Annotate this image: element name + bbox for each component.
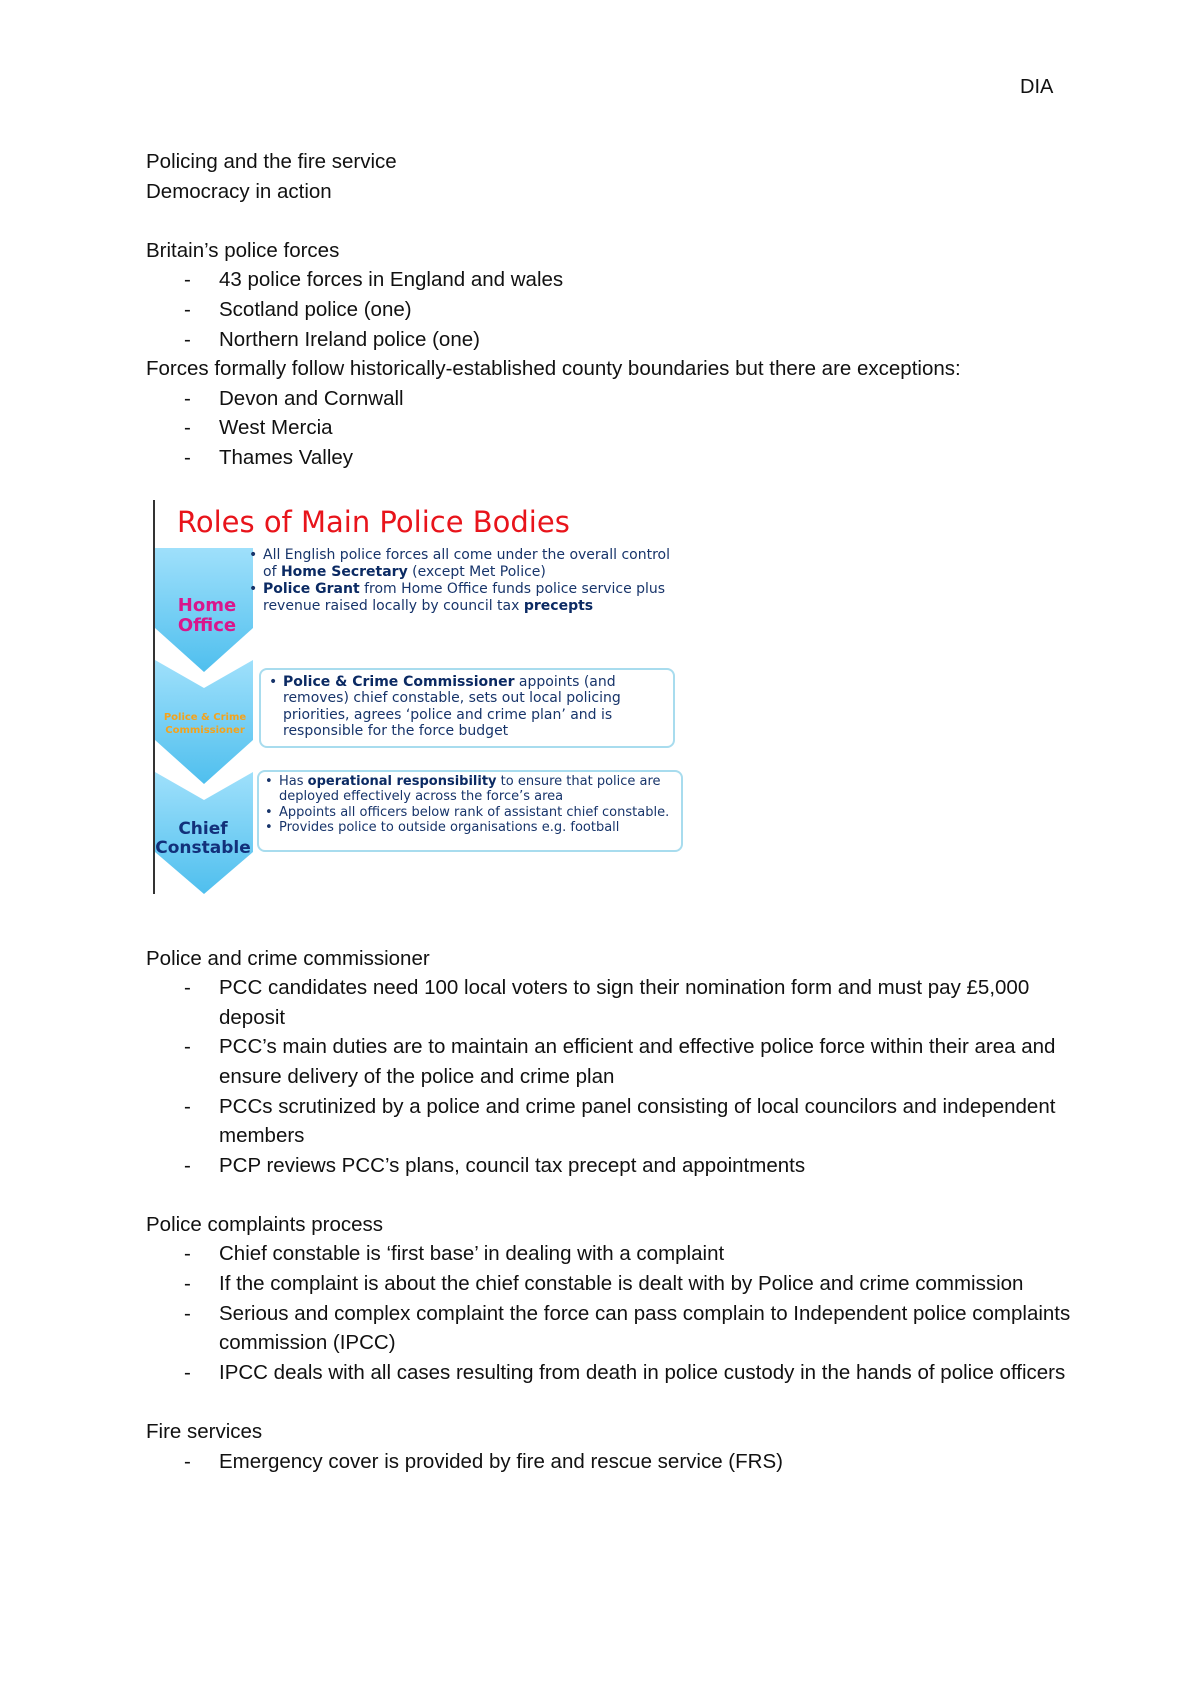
boundaries-text: Forces formally follow historically-established county boundaries but there are exceptions: [146, 357, 961, 381]
fire-list [146, 1447, 1076, 1477]
pcc-box [259, 668, 675, 748]
list-item: - PCC’s main duties are to maintain an efficient and effective police force within their area and ensure delivery of the police and crime plan [146, 1032, 1076, 1091]
list-item: - Devon and Cornwall [146, 384, 1076, 414]
document-body [146, 147, 1076, 1476]
list-item: - Northern Ireland police (one) [146, 325, 1076, 355]
list-item: - If the complaint is about the chief constable is dealt with by Police and crime commission [146, 1269, 1076, 1299]
pcc-bullet-1: • Police & Crime Commissioner appoints (and removes) chief constable, sets out local policing priorities, agrees ‘police and crime plan’ and is responsible for the force budget [267, 674, 673, 740]
list-item: - West Mercia [146, 413, 1076, 443]
police-forces-list [146, 265, 1076, 354]
home-office-label: Home Office [177, 594, 237, 636]
section-heading-police-forces: Britain’s police forces [146, 238, 340, 262]
list-item: - IPCC deals with all cases resulting from death in police custody in the hands of police officers [146, 1358, 1076, 1388]
list-item: - Serious and complex complaint the force can pass complain to Independent police complaints commission (IPCC) [146, 1299, 1076, 1358]
page-header-initials: DIA [1020, 76, 1054, 98]
chief-bullet-2: • Appoints all officers below rank of assistant chief constable. [263, 805, 681, 821]
list-item: - Scotland police (one) [146, 295, 1076, 325]
figure-title: Roles of Main Police Bodies [177, 504, 570, 539]
roles-of-police-bodies-diagram [153, 500, 693, 896]
list-item: - Chief constable is ‘first base’ in dealing with a complaint [146, 1239, 1076, 1269]
list-item: - PCCs scrutinized by a police and crime panel consisting of local councilors and independent members [146, 1092, 1076, 1151]
list-item: - PCP reviews PCC’s plans, council tax precept and appointments [146, 1151, 1076, 1181]
home-office-bullet-1: • All English police forces all come under the overall control of Home Secretary (except Met Police) [247, 547, 677, 581]
list-item: - 43 police forces in England and wales [146, 265, 1076, 295]
home-office-box [246, 546, 678, 622]
document-subtitle: Democracy in action [146, 179, 332, 203]
list-item: - Emergency cover is provided by fire and rescue service (FRS) [146, 1447, 1076, 1477]
chief-bullet-3: • Provides police to outside organisations e.g. football [263, 820, 681, 836]
list-item: - PCC candidates need 100 local voters to sign their nomination form and must pay £5,000 deposit [146, 973, 1076, 1032]
section-heading-complaints: Police complaints process [146, 1212, 383, 1236]
chief-constable-box [257, 770, 683, 852]
home-office-bullet-2: • Police Grant from Home Office funds police service plus revenue raised locally by council tax precepts [247, 581, 677, 615]
pcc-label: Police & Crime Commissioner [163, 711, 247, 736]
list-item: - Thames Valley [146, 443, 1076, 473]
pcc-list [146, 973, 1076, 1180]
section-heading-fire: Fire services [146, 1420, 263, 1444]
complaints-list [146, 1239, 1076, 1387]
chief-bullet-1: • Has operational responsibility to ensure that police are deployed effectively across the force’s area [263, 774, 681, 805]
exceptions-list [146, 384, 1076, 473]
chief-constable-label: Chief Constable [155, 818, 251, 858]
section-heading-pcc: Police and crime commissioner [146, 946, 430, 970]
document-title: Policing and the fire service [146, 150, 397, 173]
